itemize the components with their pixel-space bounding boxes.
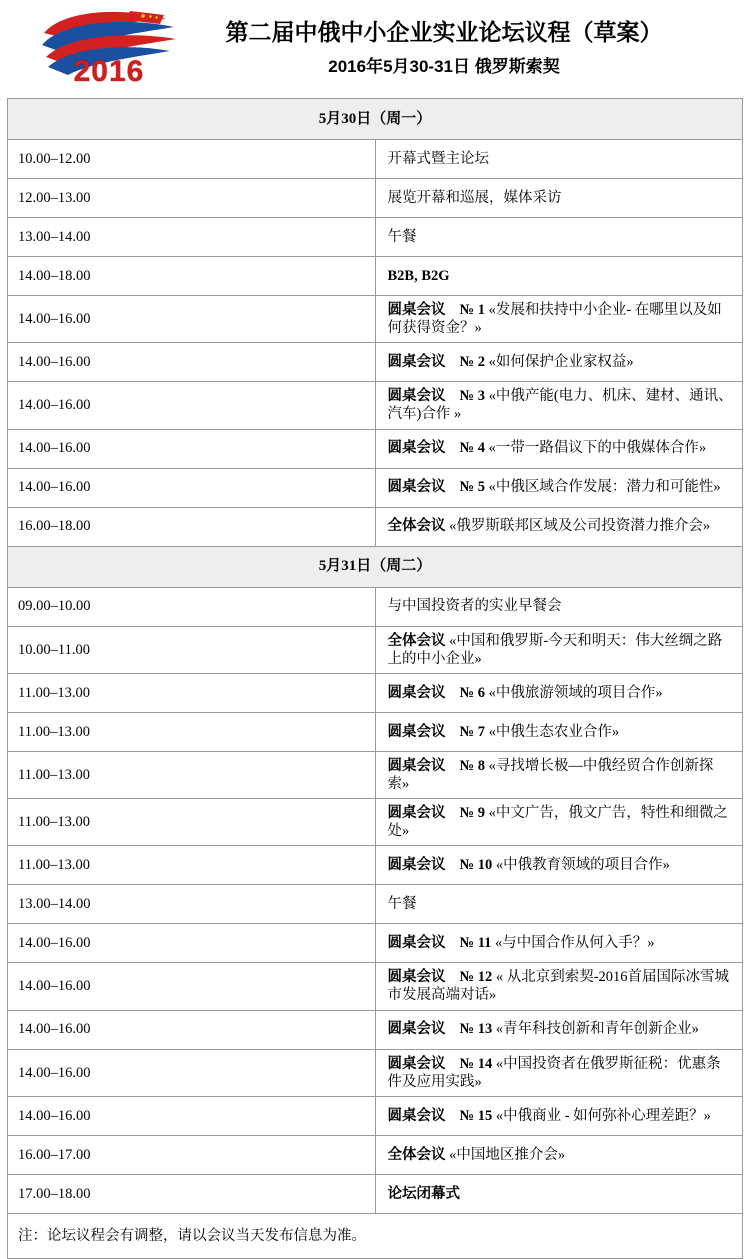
agenda-note-row [8, 1213, 743, 1258]
session-type-label: 全体会议 [387, 518, 446, 535]
agenda-table-body [8, 99, 743, 1259]
agenda-time-cell: 10.00–11.00 [8, 626, 376, 673]
agenda-time-cell: 11.00–13.00 [8, 799, 376, 846]
table-row [8, 343, 743, 382]
table-row [8, 1049, 743, 1096]
agenda-description-cell [375, 343, 743, 382]
agenda-description-cell: 展览开幕和巡展，媒体采访 [375, 179, 743, 218]
agenda-description-cell: 开幕式暨主论坛 [375, 140, 743, 179]
session-type-label: 圆桌会议 [387, 757, 446, 774]
table-row [8, 846, 743, 885]
agenda-description-cell [375, 799, 743, 846]
session-title: «发展和扶持中小企业- 在哪里以及如何获得资金？» [387, 302, 722, 337]
agenda-description-cell [375, 382, 743, 429]
session-number: № 8 [459, 757, 485, 774]
agenda-time-cell: 11.00–13.00 [8, 712, 376, 751]
agenda-description-cell [375, 1096, 743, 1135]
agenda-time-cell: 10.00–12.00 [8, 140, 376, 179]
table-row [8, 507, 743, 546]
session-title: «中俄教育领域的项目合作» [492, 857, 670, 874]
agenda-table [7, 98, 743, 1259]
table-row [8, 429, 743, 468]
agenda-description-cell [375, 626, 743, 673]
session-number: № 14 [459, 1055, 493, 1072]
session-number: № 3 [459, 388, 485, 405]
table-row [8, 751, 743, 798]
page-subtitle: 2016年5月30-31日 俄罗斯索契 [328, 57, 560, 77]
agenda-description-cell [375, 673, 743, 712]
table-row [8, 382, 743, 429]
agenda-description-cell [375, 1049, 743, 1096]
session-type-label: 圆桌会议 [387, 479, 446, 496]
table-row [8, 885, 743, 924]
agenda-day-header-row [8, 546, 743, 587]
table-row [8, 296, 743, 343]
session-type-label: 圆桌会议 [387, 354, 446, 371]
session-type-label: 圆桌会议 [387, 440, 446, 457]
emblem-year: 2016 [73, 55, 145, 88]
header-titles [184, 18, 744, 79]
session-number: № 4 [459, 440, 485, 457]
session-type-label: 全体会议 [387, 632, 446, 649]
agenda-day-header-row [8, 99, 743, 140]
session-title: «中国地区推介会» [445, 1146, 566, 1163]
session-title: «寻找增长极—中俄经贸合作创新探索» [387, 757, 714, 792]
agenda-time-cell: 11.00–13.00 [8, 751, 376, 798]
session-number: № 10 [459, 857, 493, 874]
table-row [8, 587, 743, 626]
table-row [8, 963, 743, 1010]
session-type-label: 圆桌会议 [387, 302, 446, 318]
session-number: № 1 [459, 302, 485, 318]
table-row [8, 1135, 743, 1174]
agenda-time-cell: 14.00–18.00 [8, 257, 376, 296]
session-title: «俄罗斯联邦区域及公司投资潜力推介会» [445, 518, 711, 535]
session-title: «中文广告，俄文广告，特性和细微之处» [387, 805, 728, 840]
table-row [8, 468, 743, 507]
agenda-time-cell: 14.00–16.00 [8, 963, 376, 1010]
session-title: «中国投资者在俄罗斯征税：优惠条件及应用实践» [387, 1055, 721, 1090]
agenda-time-cell: 11.00–13.00 [8, 673, 376, 712]
session-type-label: 圆桌会议 [387, 1021, 446, 1038]
agenda-description-cell [375, 1135, 743, 1174]
agenda-time-cell: 14.00–16.00 [8, 1096, 376, 1135]
agenda-time-cell: 14.00–16.00 [8, 343, 376, 382]
agenda-description-cell [375, 924, 743, 963]
agenda-time-cell: 13.00–14.00 [8, 218, 376, 257]
agenda-description-cell [375, 296, 743, 343]
agenda-description-cell [375, 468, 743, 507]
session-number: № 5 [459, 479, 485, 496]
agenda-description-cell [375, 507, 743, 546]
agenda-time-cell: 14.00–16.00 [8, 296, 376, 343]
session-title: «青年科技创新和青年创新企业» [492, 1021, 699, 1038]
session-number: № 13 [459, 1021, 493, 1038]
page-title: 第二届中俄中小企业实业论坛议程（草案） [225, 18, 663, 45]
session-type-label: 圆桌会议 [387, 684, 446, 701]
session-title: «中俄旅游领域的项目合作» [484, 684, 663, 701]
session-title: «中国和俄罗斯-今天和明天：伟大丝绸之路上的中小企业» [387, 632, 723, 667]
table-row [8, 1096, 743, 1135]
session-type-label: 圆桌会议 [387, 935, 446, 952]
agenda-day-label: 5月30日（周一） [8, 99, 743, 140]
session-type-label: 圆桌会议 [387, 805, 446, 821]
agenda-description-cell [375, 751, 743, 798]
agenda-time-cell: 14.00–16.00 [8, 1049, 376, 1096]
session-type-label: 圆桌会议 [387, 723, 446, 740]
agenda-time-cell: 13.00–14.00 [8, 885, 376, 924]
agenda-time-cell: 12.00–13.00 [8, 179, 376, 218]
agenda-time-cell: 14.00–16.00 [8, 429, 376, 468]
agenda-description-cell: 午餐 [375, 218, 743, 257]
agenda-description-cell [375, 846, 743, 885]
session-title: «中俄区域合作发展：潜力和可能性» [484, 479, 721, 496]
session-type-label: 圆桌会议 [387, 1107, 446, 1124]
session-number: № 6 [459, 684, 485, 701]
table-row [8, 673, 743, 712]
table-row [8, 140, 743, 179]
agenda-time-cell: 14.00–16.00 [8, 382, 376, 429]
agenda-note: 注：论坛议程会有调整，请以会议当天发布信息为准。 [8, 1213, 743, 1258]
agenda-day-label: 5月31日（周二） [8, 546, 743, 587]
agenda-description-cell: 午餐 [375, 885, 743, 924]
session-title: «中俄商业 - 如何弥补心理差距？» [492, 1107, 711, 1124]
agenda-time-cell: 14.00–16.00 [8, 468, 376, 507]
session-type-label: 全体会议 [387, 1146, 446, 1163]
table-row [8, 218, 743, 257]
agenda-time-cell: 14.00–16.00 [8, 1010, 376, 1049]
table-row [8, 712, 743, 751]
session-title: «一带一路倡议下的中俄媒体合作» [484, 440, 707, 457]
session-type-label: 圆桌会议 [387, 1055, 446, 1072]
table-row [8, 257, 743, 296]
agenda-time-cell: 16.00–17.00 [8, 1135, 376, 1174]
session-type-label: 圆桌会议 [387, 857, 446, 874]
session-number: № 2 [459, 354, 485, 371]
session-type-label: 圆桌会议 [387, 969, 446, 986]
agenda-description-cell: B2B, B2G [375, 257, 743, 296]
forum-emblem-icon [34, 5, 184, 91]
table-row [8, 799, 743, 846]
session-number: № 7 [459, 723, 485, 740]
session-title: « 从北京到索契-2016首届国际冰雪城市发展高端对话» [387, 969, 730, 1004]
session-number: № 9 [459, 805, 485, 821]
agenda-description-cell: 与中国投资者的实业早餐会 [375, 587, 743, 626]
table-row [8, 1174, 743, 1213]
agenda-description-cell [375, 1010, 743, 1049]
agenda-description-cell [375, 429, 743, 468]
table-row [8, 1010, 743, 1049]
agenda-time-cell: 17.00–18.00 [8, 1174, 376, 1213]
session-title: «中俄产能(电力、机床、建材、通讯、汽车)合作 » [387, 388, 733, 423]
agenda-time-cell: 09.00–10.00 [8, 587, 376, 626]
session-type-label: 圆桌会议 [387, 388, 446, 405]
agenda-description-cell: 论坛闭幕式 [375, 1174, 743, 1213]
table-row [8, 626, 743, 673]
agenda-time-cell: 14.00–16.00 [8, 924, 376, 963]
session-title: «中俄生态农业合作» [484, 723, 620, 740]
document-header [0, 0, 750, 96]
session-title: «与中国合作从何入手？» [491, 935, 655, 952]
agenda-time-cell: 11.00–13.00 [8, 846, 376, 885]
table-row [8, 924, 743, 963]
session-number: № 11 [459, 935, 492, 952]
session-number: № 15 [459, 1107, 493, 1124]
session-number: № 12 [459, 969, 493, 986]
table-row [8, 179, 743, 218]
agenda-time-cell: 16.00–18.00 [8, 507, 376, 546]
session-title: «如何保护企业家权益» [484, 354, 634, 371]
agenda-description-cell [375, 963, 743, 1010]
agenda-description-cell [375, 712, 743, 751]
